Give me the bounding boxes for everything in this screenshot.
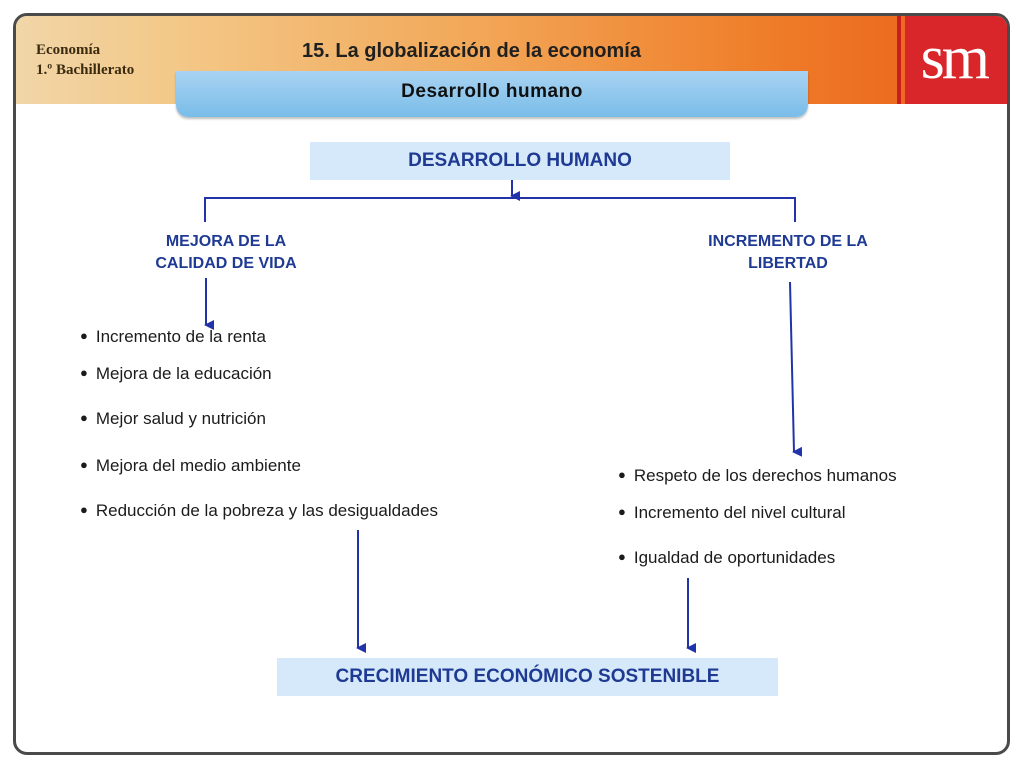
bullet-icon: ●: [80, 365, 88, 380]
right-branch-line2: LIBERTAD: [748, 255, 828, 272]
list-item: [80, 327, 266, 347]
list-item: [618, 548, 835, 568]
branch-connector: [205, 198, 795, 222]
list-item-text: Reducción de la pobreza y las desigualdades: [95, 501, 438, 520]
list-item: [80, 501, 438, 521]
left-branch-line1: MEJORA DE LA: [165, 233, 287, 250]
left-branch-heading: [116, 231, 336, 275]
logo-text: sm: [920, 24, 987, 92]
subject-name: Economía: [36, 42, 101, 58]
list-item: [618, 503, 846, 523]
right-branch-line1: INCREMENTO DE LA: [708, 233, 868, 250]
right-branch-arrow: [790, 282, 794, 452]
list-item-text: Mejor salud y nutrición: [95, 409, 266, 428]
list-item-text: Respeto de los derechos humanos: [633, 466, 897, 485]
bullet-icon: ●: [80, 502, 88, 517]
bullet-icon: ●: [80, 457, 88, 472]
bullet-icon: ●: [80, 328, 88, 343]
left-branch-line2: CALIDAD DE VIDA: [155, 255, 297, 272]
list-item-text: Incremento de la renta: [95, 327, 266, 346]
list-item-text: Mejora del medio ambiente: [95, 456, 301, 475]
list-item-text: Igualdad de oportunidades: [633, 548, 836, 567]
bullet-icon: ●: [80, 410, 88, 425]
course-name: 1.º Bachillerato: [36, 62, 135, 78]
right-branch-heading: [668, 231, 908, 275]
list-item: [80, 364, 272, 384]
bullet-icon: ●: [618, 467, 626, 482]
list-item: [80, 409, 266, 429]
subtitle: Desarrollo humano: [401, 81, 583, 102]
root-node: DESARROLLO HUMANO: [310, 142, 730, 180]
result-node: CRECIMIENTO ECONÓMICO SOSTENIBLE: [277, 658, 778, 696]
bullet-icon: ●: [618, 549, 626, 564]
list-item: [80, 456, 301, 476]
bullet-icon: ●: [618, 504, 626, 519]
page-title: 15. La globalización de la economía: [302, 40, 641, 62]
list-item-text: Mejora de la educación: [95, 364, 272, 383]
list-item-text: Incremento del nivel cultural: [633, 503, 846, 522]
list-item: [618, 466, 897, 486]
